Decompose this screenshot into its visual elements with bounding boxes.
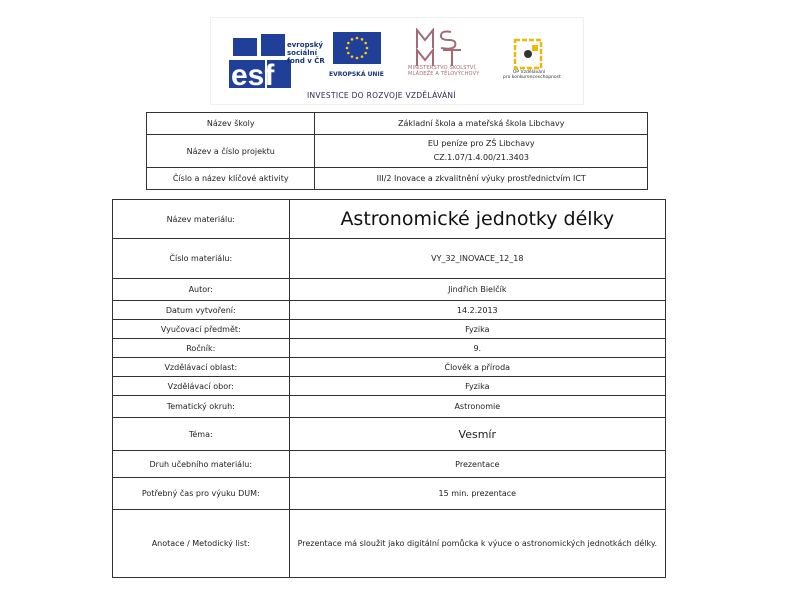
svg-text:esf: esf <box>231 59 275 92</box>
topic-value: Vesmír <box>289 418 665 451</box>
eu-star-icon <box>347 52 350 55</box>
table-row <box>147 113 648 135</box>
project-number: CZ.1.07/1.4.00/21.3403 <box>433 153 529 162</box>
table-row <box>147 135 648 168</box>
table-row <box>113 418 666 451</box>
material-number-value: VY_32_INOVACE_12_18 <box>289 239 665 279</box>
subject-label: Vyučovací předmět: <box>113 320 290 339</box>
investment-caption: INVESTICE DO ROZVOJE VZDĚLÁVÁNÍ <box>307 91 456 100</box>
table-row <box>113 239 666 279</box>
table-row <box>113 510 666 578</box>
material-type-label: Druh učebního materiálu: <box>113 451 290 478</box>
table-row <box>113 396 666 418</box>
table-row <box>113 358 666 377</box>
time-required-value: 15 min. prezentace <box>289 478 665 510</box>
date-label: Datum vytvoření: <box>113 301 290 320</box>
msmt-caption: MINISTERSTVO ŠKOLSTVÍ, MLÁDEŽE A TĚLOVÝCHOVY <box>408 65 480 77</box>
logo-bar <box>211 18 583 104</box>
table-row <box>113 320 666 339</box>
eu-caption: EVROPSKÁ UNIE <box>329 71 384 78</box>
school-name-label: Název školy <box>147 113 315 135</box>
table-row <box>113 301 666 320</box>
eu-star-icon <box>356 57 359 60</box>
eu-star-icon <box>364 52 367 55</box>
thematic-area-label: Tematický okruh: <box>113 396 290 418</box>
grade-label: Ročník: <box>113 339 290 358</box>
educational-area-label: Vzdělávací oblast: <box>113 358 290 377</box>
material-name-label: Název materiálu: <box>113 200 290 239</box>
eu-star-icon <box>361 38 364 41</box>
author-label: Autor: <box>113 279 290 301</box>
material-name-value: Astronomické jednotky délky <box>289 200 665 239</box>
time-required-label: Potřebný čas pro výuku DUM: <box>113 478 290 510</box>
annotation-label: Anotace / Metodický list: <box>113 510 290 578</box>
eu-star-icon <box>351 38 354 41</box>
op-logo <box>509 34 547 74</box>
subject-value: Fyzika <box>289 320 665 339</box>
eu-star-icon <box>364 42 367 45</box>
table-row <box>113 377 666 396</box>
project-label: Název a číslo projektu <box>147 135 315 168</box>
material-number-label: Číslo materiálu: <box>113 239 290 279</box>
educational-area-value: Člověk a příroda <box>289 358 665 377</box>
key-activity-label: Číslo a název klíčové aktivity <box>147 168 315 190</box>
esf-caption: evropský sociální fond v ČR <box>287 41 325 65</box>
school-info-table <box>146 112 648 190</box>
project-name: EU peníze pro ZŠ Libchavy <box>427 139 535 148</box>
thematic-area-value: Astronomie <box>289 396 665 418</box>
msmt-logo <box>413 28 475 68</box>
school-name-value: Základní škola a mateřská škola Libchavy <box>315 113 648 135</box>
eu-star-icon <box>366 47 369 50</box>
table-row <box>113 200 666 239</box>
eu-flag-icon <box>333 32 381 64</box>
material-info-table <box>112 199 666 578</box>
date-value: 14.2.2013 <box>289 301 665 320</box>
educational-field-value: Fyzika <box>289 377 665 396</box>
eu-star-icon <box>356 37 359 40</box>
table-row <box>113 451 666 478</box>
eu-star-icon <box>361 55 364 58</box>
eu-star-icon <box>351 55 354 58</box>
annotation-value: Prezentace má sloužit jako digitální pomůcka k výuce o astronomických jednotkách délky. <box>289 510 665 578</box>
table-row <box>147 168 648 190</box>
table-row <box>113 279 666 301</box>
key-activity-value: III/2 Inovace a zkvalitnění výuky prostřednictvím ICT <box>315 168 648 190</box>
material-type-value: Prezentace <box>289 451 665 478</box>
author-value: Jindřich Bielčík <box>289 279 665 301</box>
eu-star-icon <box>347 42 350 45</box>
table-row <box>113 339 666 358</box>
project-value <box>315 135 648 168</box>
educational-field-label: Vzdělávací obor: <box>113 377 290 396</box>
op-caption: OP Vzdělávání pro konkurenceschopnost <box>503 70 561 80</box>
grade-value: 9. <box>289 339 665 358</box>
eu-star-icon <box>346 47 349 50</box>
topic-label: Téma: <box>113 418 290 451</box>
table-row <box>113 478 666 510</box>
